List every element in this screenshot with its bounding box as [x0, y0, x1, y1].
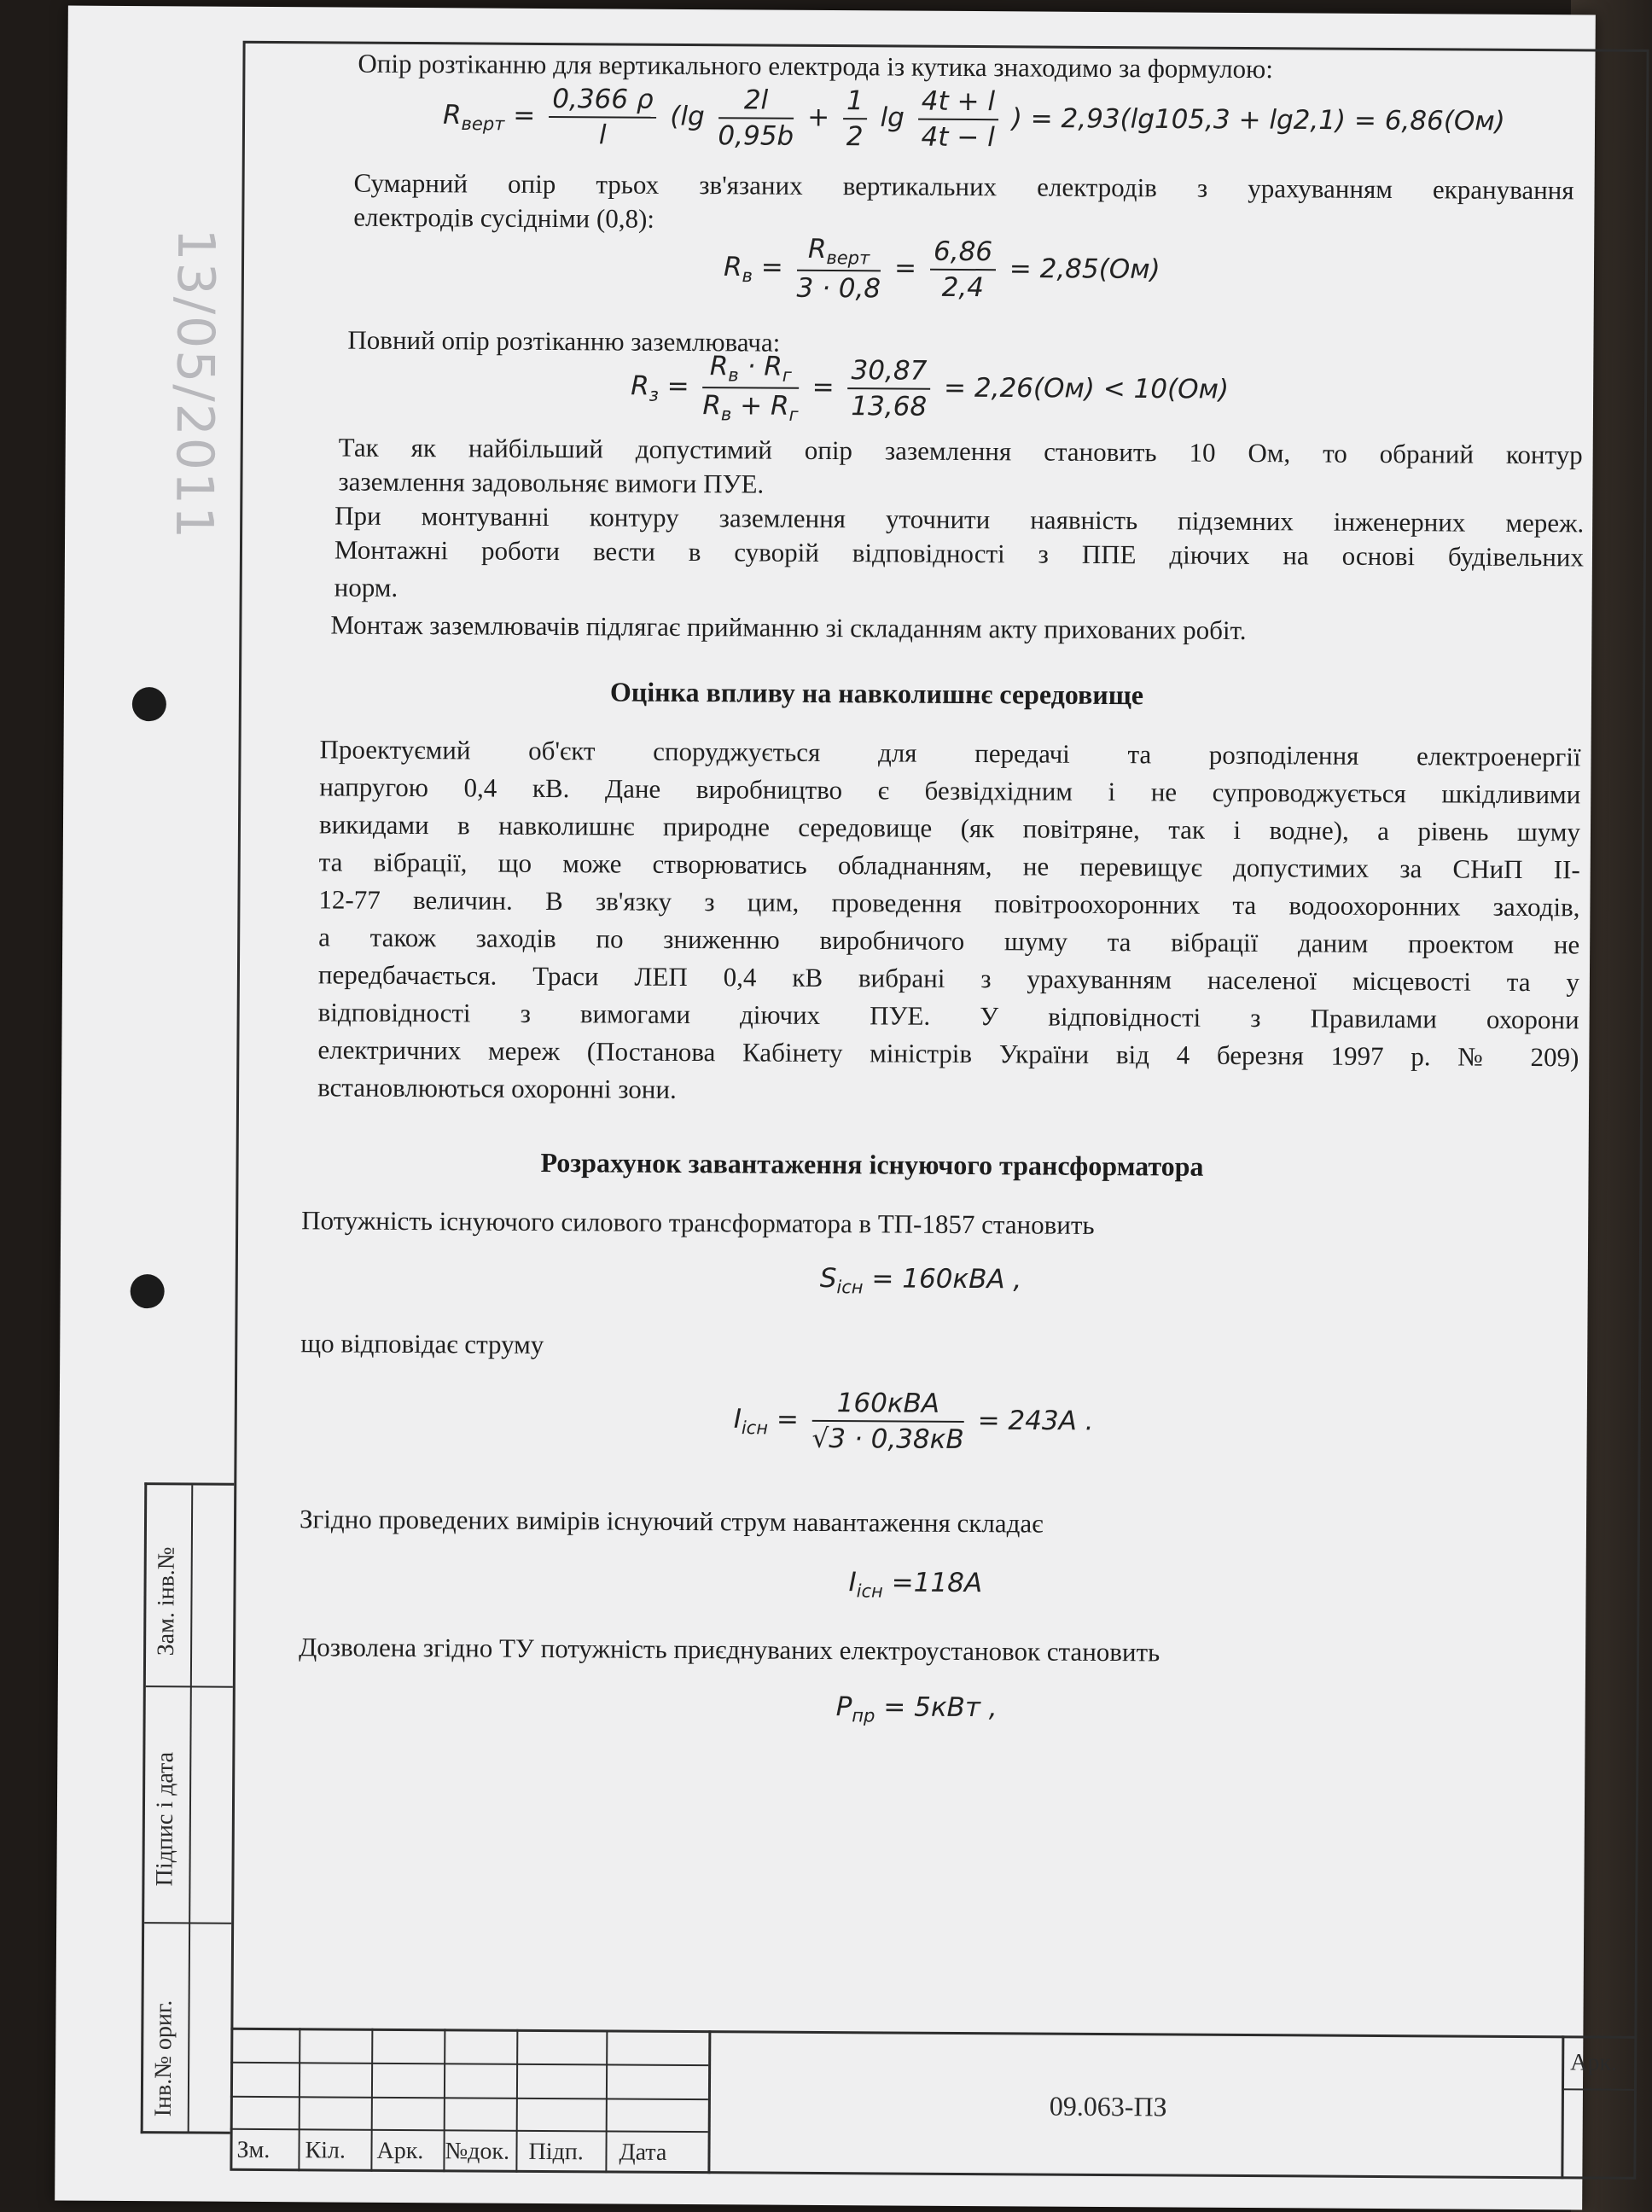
environment-line: передбачається. Траси ЛЕП 0,4 кВ вибрані з урахуванням населеної місцевості та у	[317, 959, 1580, 998]
title-block-pidp: Підп.	[528, 2138, 584, 2166]
formula-measured-current: $I_{існ} =118А$	[848, 1567, 983, 1602]
paragraph-mounting-3: норм.	[334, 572, 398, 602]
paragraph-electrode-formula-intro: Опір розтіканню для вертикального електрода із кутика знаходимо за формулою:	[358, 48, 1273, 84]
paragraph-sum-resistance: Сумарний опір трьох зв'язаних вертикальних електродів з урахуванням екранування	[353, 167, 1574, 206]
formula-transformer-power: $S_{існ} = 160кВА$ ,	[819, 1262, 1022, 1298]
paragraph-transformer-power: Потужність існуючого силового трансформатора в ТП-1857 становить	[301, 1205, 1095, 1240]
title-block-zm: Зм.	[236, 2136, 270, 2164]
paragraph-measured-current: Згідно проведених вимірів існуючий струм навантаження складає	[299, 1504, 1044, 1539]
paragraph-mounting-2: Монтажні роботи вести в суворій відповідності з ППЕ діючих на основі будівельних	[334, 534, 1585, 573]
paragraph-allowed-power: Дозволена згідно ТУ потужність приєднуваних електроустановок становить	[299, 1632, 1160, 1668]
title-block	[230, 2028, 1637, 2180]
paragraph-conclusion: Так як найбільший допустимий опір заземлення становить 10 Ом, то обраний контур	[338, 432, 1583, 470]
title-block-kil: Кіл.	[305, 2137, 346, 2164]
side-label-inv-orig: Інв.№ ориг.	[149, 2000, 177, 2117]
formula-current: $I_{існ}$ = $\frac{\text{160кВА}}{√3 \cdot 0,38кВ}$ = 243А .	[733, 1388, 1094, 1456]
title-block-ark: Арк.	[376, 2137, 424, 2165]
environment-line: електричних мереж (Постанова Кабінету міністрів України від 4 березня 1997 р. № 209)	[317, 1034, 1579, 1073]
punch-hole-bottom	[131, 1274, 165, 1308]
date-stamp: 13/05/2011	[164, 228, 226, 541]
environment-line: встановлюються охоронні зони.	[317, 1072, 677, 1104]
paragraph-mounting-1: При монтуванні контуру заземлення уточнити наявність підземних інженерних мереж.	[334, 500, 1585, 538]
environment-line: викидами в навколишнє природне середовище (як повітряне, так і водне), а рівень шуму	[318, 809, 1581, 847]
side-stamp-strip	[141, 1482, 235, 2134]
formula-allowed-power: $P_{пр} = 5кВт$ ,	[835, 1691, 998, 1726]
heading-transformer-load: Розрахунок завантаження існуючого трансформатора	[540, 1146, 1204, 1182]
title-block-data: Дата	[619, 2139, 667, 2166]
environment-line: відповідності з вимогами діючих ПУЕ. У відповідності з Правилами охорони	[317, 997, 1579, 1035]
environment-line: Проектуємий об'єкт споруджується для передачі та розподілення електроенергії	[319, 734, 1581, 772]
title-block-ndok: №док.	[445, 2138, 510, 2165]
environment-line: 12-77 величин. В зв'язку з цим, проведення повітроохоронних та водоохоронних заходів,	[318, 884, 1580, 923]
environment-paragraph	[317, 734, 1581, 1117]
side-label-sign-date: Підпис і дата	[151, 1751, 179, 1887]
document-code: 09.063-ПЗ	[1049, 2090, 1167, 2122]
environment-line: та вібрації, що може створюватись обладнанням, не перевищує допустимих за СНиП ІІ-	[318, 847, 1580, 885]
formula-total-resistance: $R_з$ = $\frac{R_в \cdot R_г}{R_в + R_г}$ = $\frac{30,87}{13,68}$ = 2,26(Ом) < 10(Ом)	[631, 351, 1230, 426]
title-block-sheet-label: Арк.	[1570, 2049, 1618, 2076]
environment-line: напругою 0,4 кВ. Дане виробництво є безвідхідним і не супроводжується шкідливими	[319, 771, 1581, 810]
paragraph-acceptance: Монтаж заземлювачів підлягає прийманню зі складанням акту прихованих робіт.	[330, 609, 1247, 646]
paragraph-current-intro: що відповідає струму	[300, 1328, 544, 1359]
paragraph-conclusion-cont: заземлення задовольняє вимоги ПУЕ.	[338, 466, 765, 499]
paragraph-total-resistance: Повний опір розтіканню заземлювача:	[347, 324, 781, 358]
side-label-zam-inv: Зам. інв.№	[153, 1546, 180, 1656]
formula-vertical-electrode: $R_{верт}$ = $\frac{0,366 \rho}{l}$ (lg $\frac{2l}{0,95b}$ + $\frac{1}{2}$ lg $\frac{4t + l}{4t - l}$ ) = 2,93(lg105,3 + lg2,1) = 6,86(Ом)	[442, 84, 1505, 154]
heading-environment: Оцінка впливу на навколишнє середовище	[609, 676, 1144, 711]
punch-hole-top	[132, 687, 166, 721]
environment-line: а також заходів по зниженню виробничого шуму та вібрації даним проектом не	[318, 922, 1580, 960]
paragraph-sum-resistance-cont: електродів сусідніми (0,8):	[353, 201, 655, 234]
formula-sum-resistance: $R_в$ = $\frac{R_{верт}}{3 \cdot 0,8}$ = $\frac{6,86}{2,4}$ = 2,85(Ом)	[723, 233, 1160, 305]
document-sheet	[55, 6, 1618, 2210]
